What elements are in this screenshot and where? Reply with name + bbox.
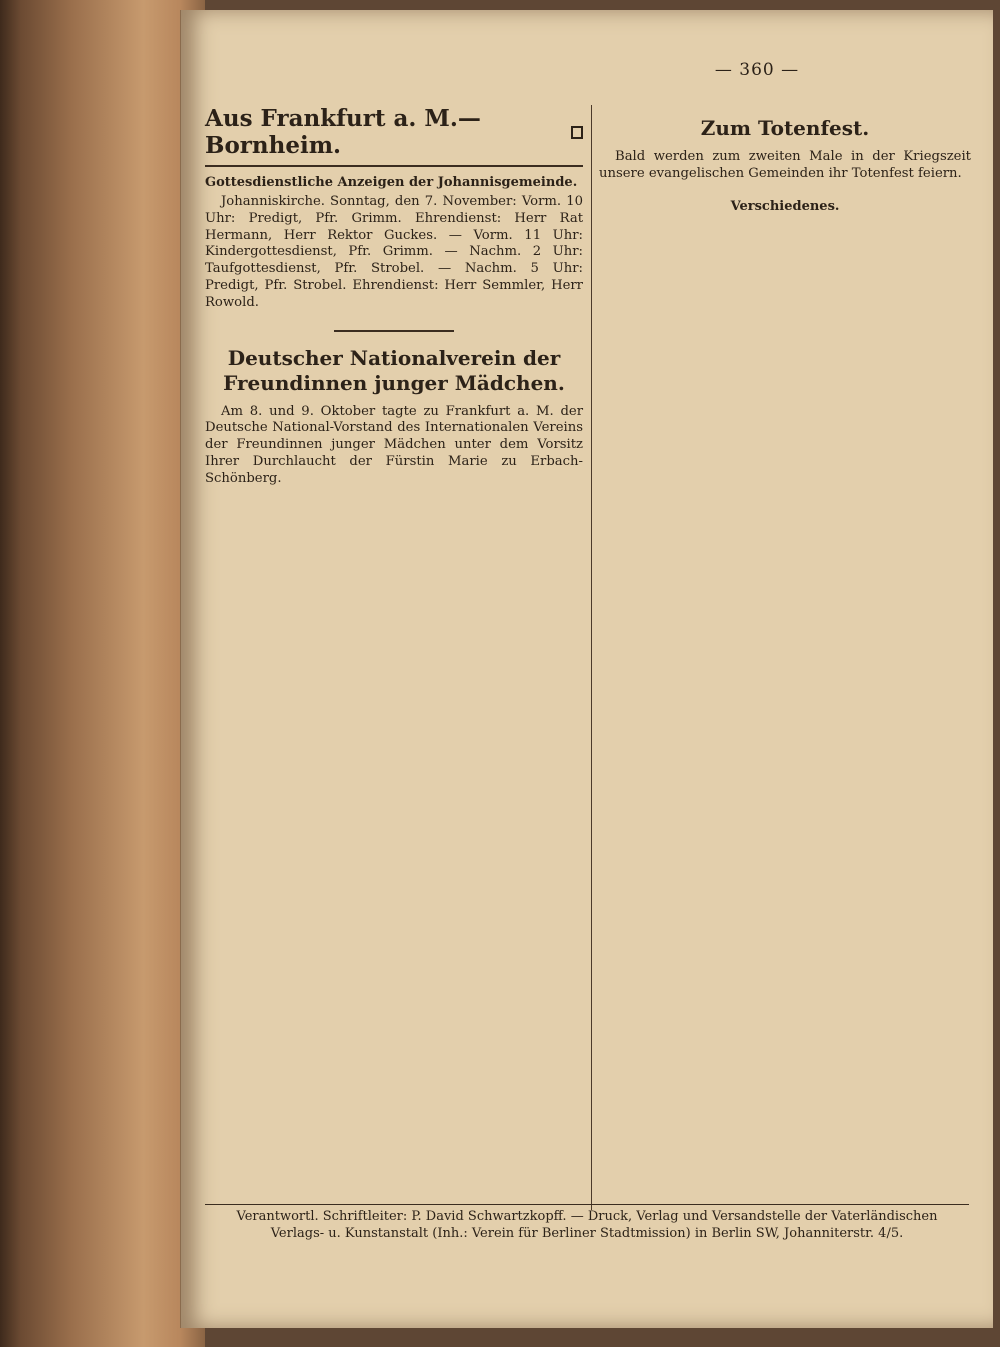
right-column: [599, 102, 971, 1210]
masthead: [205, 105, 583, 167]
imprint-footer: [205, 1204, 969, 1242]
nationalverein-paragraph: Am 8. und 9. Oktober tagte zu Frankfurt a. M. der Deutsche National-Vorstand des Internationalen Vereins der Freundinnen junger Mädchen unter dem Vorsitz Ihrer Durchlaucht der Fürstin Marie zu Erbach-Schönberg.: [205, 403, 583, 486]
book-binding: [0, 0, 205, 1347]
masthead-title: Aus Frankfurt a. M.—Bornheim.: [205, 105, 481, 159]
imprint-line-1: Verantwortl. Schriftleiter: P. David Schwartzkopff. — Druck, Verlag und Versandstelle der Vaterländischen: [236, 1209, 938, 1224]
gottesdienst-paragraph: Johanniskirche. Sonntag, den 7. November: Vorm. 10 Uhr: Predigt, Pfr. Grimm. Ehrendienst: Herr Rat Hermann, Herr Rektor Guckes. — Vorm. 11 Uhr: Kindergottesdienst, Pfr. Grimm. — Nachm. 2 Uhr: Taufgottesdienst, Pfr. Strobel. — Nachm. 5 Uhr: Predigt, Pfr. Strobel. Ehrendienst: Herr Semmler, Herr Rowold.: [205, 194, 583, 310]
newspaper-page: [180, 10, 993, 1328]
nationalverein-heading: Deutscher Nationalverein der Freundinnen junger Mädchen.: [223, 345, 565, 395]
square-ornament-icon: [571, 126, 583, 139]
totenfest-paragraph: Bald werden zum zweiten Male in der Kriegszeit unsere evangelischen Gemeinden ihr Totenfest feiern.: [599, 149, 971, 181]
column-rule: [591, 105, 592, 1210]
verschiedenes-heading: Verschiedenes.: [730, 198, 840, 214]
imprint-line-2: Verlags- u. Kunstanstalt (Inh.: Verein für Berliner Stadtmission) in Berlin SW, Johanniterstr. 4/5.: [270, 1226, 904, 1241]
totenfest-heading: Zum Totenfest.: [700, 116, 870, 140]
page-number: — 360 —: [714, 60, 800, 80]
left-column: [205, 105, 583, 1210]
section-divider: [334, 330, 454, 332]
gottesdienst-heading: Gottesdienstliche Anzeigen der Johannisgemeinde.: [205, 175, 578, 190]
